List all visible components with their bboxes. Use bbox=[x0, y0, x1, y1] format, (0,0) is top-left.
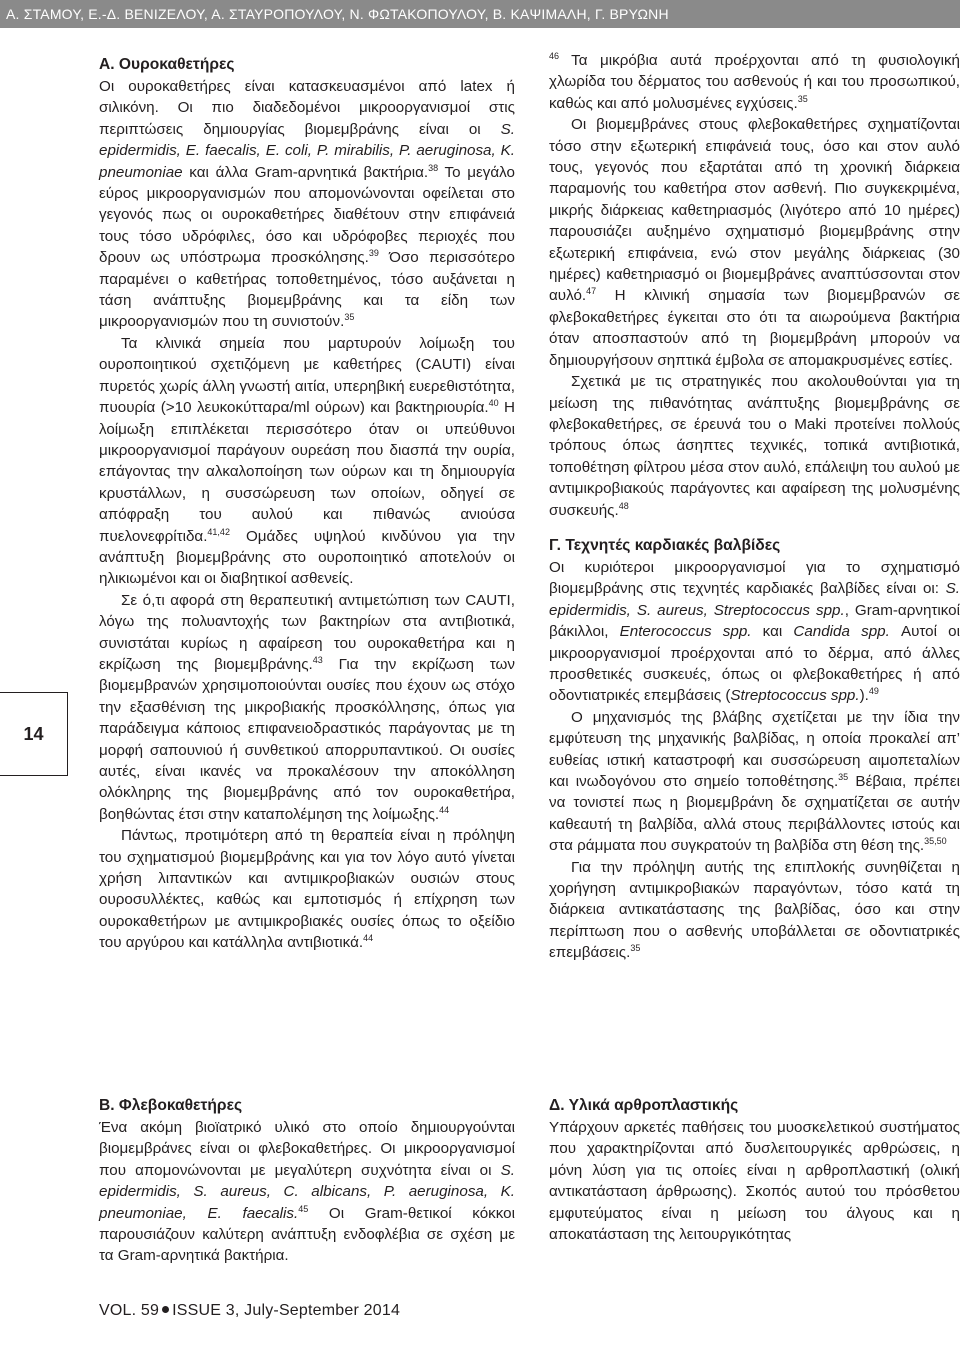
paragraph: Οι βιομεμβράνες στους φλεβοκαθετήρες σχηματίζονται τόσο στην εξωτερική επιφάνειά τους, όσο και στον αυλό τους, γεγονός που εξαρτάται από τη χρονική διάρκεια παραμονής του καθετήρα στον ασθενή. Πιο συγκεκριμένα, μικρής διάρκειας καθετηριασμός (λιγότερο από 10 ημέρες) παρουσιάζει αυξημένο σχηματισμό βιομεμβράνης στην εξωτερική επιφάνεια, ενώ στον μεγάλης διάρκειας (30 ημέρες) καθετηριασμό οι βιομεμβράνες αναπτύσσονται στον αυλό.$^{47}$ Η κλινική σημασία των βιομεμβρανών σε φλεβοκαθετήρες έγκειται στο ότι τα αιωρούμενα βακτήρια όταν αποσπαστούν από τη βιομεμβράνη μπορούν να δημιουργήσουν σηπτικά έμβολα σε απομακρυσμένες εστίες. bbox=[549, 116, 960, 369]
paragraph: Ένα ακόμη βιοϊατρικό υλικό στο οποίο δημιουργούνται βιομεμβράνες είναι οι φλεβοκαθετήρες. Οι μικροοργανισμοί που απομονώνονται με μεγαλύτερη συχνότητα είναι οι S. epidermidis, S. aureus, C. albicans, P. aeruginosa, K. pneumoniae, E. faecalis.$^{45}$ Οι Gram-θετικοί κόκκοι παρουσιάζουν καλύτερη ανάπτυξη ενδοφλέβια σε σχέση με τα Gram-αρνητικά βακτήρια. bbox=[99, 1119, 515, 1265]
citation: 35 bbox=[838, 772, 849, 782]
citation: 41,42 bbox=[207, 526, 230, 537]
paragraph: Οι κυριότεροι μικροοργανισμοί για το σχηματισμό βιομεμβράνης στις τεχνητές καρδιακές βαλβίδες είναι οι: S. epidermidis, S. aureus, Streptococcus spp., Gram-αρνητικοί βάκιλλοι, Enterococcus spp. και Candida spp. Αυτοί οι μικροοργανισμοί προέρχονται από το δέρμα, από άλλες προσθετικές συσκευές, όπως οι φλεβοκαθετήρες ή από οδοντιατρικές επεμβάσεις (Streptococcus spp.).$^{49}$ bbox=[549, 558, 960, 705]
citation: 35,50 bbox=[924, 836, 947, 847]
left-column-lower bbox=[99, 1095, 515, 1267]
paragraph: Οι ουροκαθετήρες είναι κατασκευασμένοι από latex ή σιλικόνη. Οι πιο διαδεδομένοι μικροοργανισμοί στις περιπτώσεις δημιουργίας βιομεμβράνης είναι οι S. epidermidis, E. faecalis, E. coli, P. mirabilis, P. aeruginosa, K. pneumoniae και άλλα Gram-αρνητικά βακτήρια.$^{38}$ Το μεγάλο εύρος μικροοργανισμών που απομονώνονται οφείλεται στο γεγονός πως οι ουροκαθετήρες διαθέτουν στην επιφάνειά τους τόσο υδρόφιλες, όσο και υδρόφοβες περιοχές που δρουν ως υπόστρωμα προσκόλησης.$^{39}$ Όσο περισσότερο παραμένει ο καθετήρας τοποθετημένος, τόσο αυξάνεται η τάση ανάπτυξης βιομεμβράνης και τα είδη των μικροοργανισμών που τη συνιστούν.$^{35}$ bbox=[99, 78, 515, 331]
journal-footer bbox=[99, 1302, 400, 1320]
section-heading-a: Α. Ουροκαθετήρες bbox=[99, 56, 235, 73]
citation: 40 bbox=[488, 398, 499, 409]
citation: 48 bbox=[618, 500, 629, 511]
paragraph: Για την πρόληψη αυτής της επιπλοκής συνηθίζεται η χορήγηση αντιμικροβιακών παραγόντων, τόσο κατά τη διάρκεια αντικατάστασης της βαλβίδας, όσο και στην περίπτωση που ο ασθενής υποβάλλεται σε οδοντιατρικές επεμβάσεις.$^{35}$ bbox=[549, 858, 960, 962]
citation: 46 bbox=[549, 51, 560, 61]
paragraph: Ο μηχανισμός της βλάβης σχετίζεται με την ίδια την εμφύτευση της μηχανικής βαλβίδας, η οποία προκαλεί απ’ ευθείας ιστική καταστροφή και συσσώρευση αιμοπεταλίων και ινωδογόνου στο σημείο τοποθέτησης.$^{35}$ Βέβαια, πρέπει να τονιστεί πως η βιομεμβράνη δε σχηματίζεται σε αυτήν καθεαυτή τη βαλβίδα, αλλά στους περιβάλλοντες ιστούς και στα ράμματα που συγκρατούν τη βαλβίδα στη θέση της.$^{35,50}$ bbox=[549, 708, 960, 855]
left-column bbox=[99, 54, 515, 954]
citation: 43 bbox=[312, 654, 323, 665]
paragraph: Τα κλινικά σημεία που μαρτυρούν λοίμωξη του ουροποιητικού σχετιζόμενη με καθετήρες (CAUTI) είναι πυρετός χωρίς άλλη γνωστή αιτία, υπερηβική ευερεθιστότητα, πυουρία (>10 λευκοκύτταρα/ml ούρων) και βακτηριουρία.$^{40}$ Η λοίμωξη επιπλέκεται περισσότερο όταν οι υπεύθυνοι μικροοργανισμοί παράγουν ουρεάση που διασπά την ουρία, επάγοντας την αλκαλοποίηση των ούρων και τη δημιουργία κρυστάλλων, η συσσώρευση των οποίων, οδηγεί σε απόφραξη του αυλού και πιθανώς ανιούσα πυελονεφρίτιδα.$^{41,42}$ Ομάδες υψηλού κινδύνου για την ανάπτυξη βιομεμβράνης στο ουροποιητικό αποτελούν οι ηλικιωμένοι και οι διαβητικοί ασθενείς. bbox=[99, 334, 516, 588]
volume-label: VOL. 59 bbox=[99, 1302, 160, 1319]
citation: 49 bbox=[868, 686, 879, 697]
citation: 44 bbox=[363, 933, 374, 944]
citation: 45 bbox=[298, 1203, 309, 1214]
bullet-separator bbox=[162, 1306, 169, 1313]
citation: 38 bbox=[428, 162, 439, 173]
paragraph: Σχετικά με τις στρατηγικές που ακολουθούνται για τη μείωση της πιθανότητας ανάπτυξης βιομεμβράνης σε φλεβοκαθετήρες, σε έρευνά του ο Maki προτείνει πολλούς τρόπους όπως άσηπτες τεχνικές, τοπικά αντιβιοτικά, τοποθέτηση φίλτρου μέσα στον αυλό, επάλειψη του αυλού με αντιμικροβιακούς παράγοντες και αφαίρεση της μολυσμένης συσκευής.$^{48}$ bbox=[549, 373, 960, 519]
right-column-lower bbox=[549, 1095, 960, 1245]
paragraph-continued: $^{46}$ Τα μικρόβια αυτά προέρχονται από τη φυσιολογική χλωρίδα του δέρματος του ασθενούς ή και του προσωπικού, καθώς και από μολυσμένες εγχύσεις.$^{35}$ bbox=[549, 51, 960, 112]
paragraph: Υπάρχουν αρκετές παθήσεις του μυοσκελετικού συστήματος που χαρακτηρίζονται από δυσλειτουργικές αρθρώσεις, η μόνη λύση για τις οποίες είναι η αρθροπλαστική (ολική αντικατάσταση άρθρωσης). Σκοπός αυτού του πρόσθετου εμφυτεύματος είναι η μείωση του άλγους και η αποκατάσταση της λειτουργικότητας bbox=[549, 1119, 960, 1244]
paragraph: Σε ό,τι αφορά στη θεραπευτική αντιμετώπιση των CAUTI, λόγω της πολυαντοχής των βακτηρίων στα αντιβιοτικά, συνιστάται κυρίως η αφαίρεση του ουροκαθετήρα και η εκρίζωση της βιομεμβράνης.$^{43}$ Για την εκρίζωση των βιομεμβρανών χρησιμοποιούνται ουσίες που έχουν ως στόχο την εξασθένιση της μικροβιακής προσκόλλησης, όπως για παράδειγμα κάποιος επιφανειοδραστικός παράγοντας με τη μορφή σαπουνιού ή συνθετικού απορρυπαντικού. Οι ουσίες αυτές, είναι ικανές να προκαλέσουν την αποκόλληση ολόκληρης της βιομεμβράνης από τον ουροκαθετήρα, βοηθώντας έτσι στην καταπολέμηση της λοίμωξης.$^{44}$ bbox=[99, 591, 515, 823]
citation: 35 bbox=[797, 93, 808, 104]
section-heading-g: Γ. Τεχνητές καρδιακές βαλβίδες bbox=[549, 536, 781, 554]
section-heading-d: Δ. Υλικά αρθροπλαστικής bbox=[549, 1097, 739, 1114]
citation: 35 bbox=[630, 943, 641, 954]
paragraph: Πάντως, προτιμότερη από τη θεραπεία είναι η πρόληψη του σχηματισμού βιομεμβράνης και για τον λόγο αυτό γίνεται χρήση λιπαντικών και αντιμικροβιακών ουσιών στους ουροσυλλέκτες, καθώς και εμποτισμός ή επίχρηση των ουροκαθετήρων με αντιμικροβιακές ουσίες όπως το οξείδιο του αργύρου και κατάλληλα αντιβιοτικά.$^{44}$ bbox=[99, 827, 515, 952]
running-header: Α. ΣΤΑΜΟΥ, Ε.-Δ. ΒΕΝΙΖΕΛΟΥ, Α. ΣΤΑΥΡΟΠΟΥΛΟΥ, Ν. ΦΩΤΑΚΟΠΟΥΛΟΥ, Β. ΚΑΨΙΜΑΛΗ, Γ. ΒΡΥΩΝΗ bbox=[0, 0, 960, 28]
section-heading-b: Β. Φλεβοκαθετήρες bbox=[99, 1097, 243, 1114]
citation: 47 bbox=[586, 286, 597, 297]
citation: 35 bbox=[344, 312, 355, 323]
page-number: 14 bbox=[0, 692, 68, 776]
issue-label: ISSUE 3, July-September 2014 bbox=[172, 1302, 401, 1319]
citation: 39 bbox=[368, 248, 379, 259]
citation: 44 bbox=[439, 804, 450, 815]
right-column bbox=[549, 50, 960, 964]
